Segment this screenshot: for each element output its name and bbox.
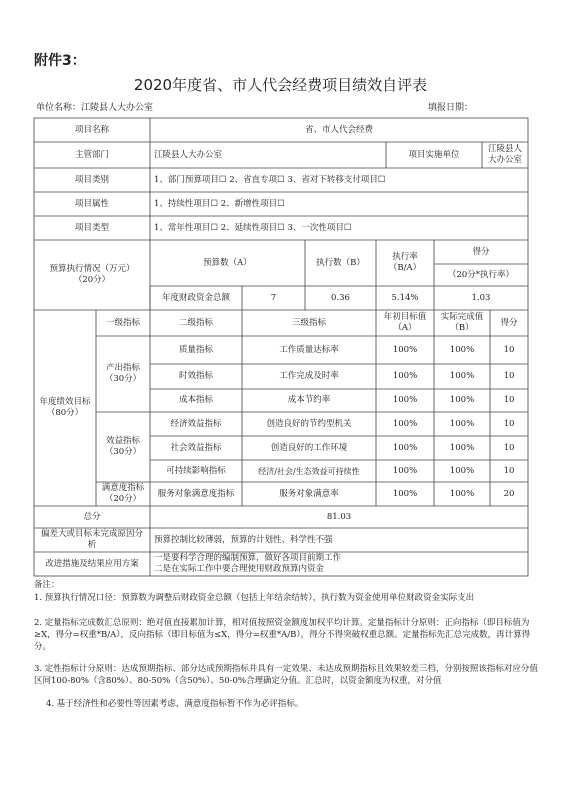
table-row-l2: 时效指标 — [178, 371, 213, 381]
improve-line-2: 二是在实际工作中要合理使用财政预算内资金 — [154, 564, 325, 574]
fill-date: 填报日期： — [428, 103, 474, 113]
table-row-actual: 100% — [449, 418, 475, 429]
dept-label: 主管部门 — [74, 149, 109, 160]
note-1: 1. 预算执行情况口径：预算数为调整后财政资金总额（包括上年结余结转），执行数为资金使用单位财政资金实际支出 — [34, 593, 475, 603]
budget-row-label: 年度财政资金总额 — [161, 292, 230, 303]
note-2: 2. 定量指标完成数汇总原则：绝对值直接累加计算，相对值按照资金额度加权平均计算。定量指标计分原则：正向指标（即目标值为≥X，得分=权重*B/A），反向指标（即目标值为≤X，得分=权重*A/B），得分不得突破权重总额。定量指标先汇总完成数，再计算得分。 — [34, 618, 531, 652]
table-row-score: 10 — [503, 418, 515, 429]
improve-label: 改进措施及结果应用方案 — [45, 558, 139, 569]
table-row-score: 10 — [503, 395, 515, 405]
budget-label: 预算执行情况（万元）（20分） — [49, 264, 135, 285]
table-row-l3: 创造良好的工作环境 — [270, 442, 348, 453]
project-name-label: 项目名称 — [74, 124, 109, 135]
table-row-l3: 经济/社会/生态效益可持续性 — [258, 466, 360, 476]
table-row-score: 10 — [503, 442, 515, 453]
table-row-target: 100% — [392, 442, 418, 453]
improve-line-1: 一是要科学合理的编制预算，做好各项目前期工作 — [154, 553, 342, 563]
perf-label: 年度绩效目标（80分） — [39, 397, 91, 418]
group-benefit: 效益指标（30分） — [104, 436, 142, 457]
table-row-l3: 工作质量达标率 — [279, 344, 339, 355]
table-row-l3: 工作完成及时率 — [279, 371, 339, 381]
attachment-label: 附件3： — [34, 53, 86, 69]
exec-value: 0.36 — [331, 292, 350, 303]
deviation-text: 预算控制比较薄弱，预算的计划性、科学性不强 — [154, 534, 333, 545]
table-row-l2: 质量指标 — [178, 344, 213, 355]
score-header: 得分 — [472, 246, 490, 257]
table-row-target: 100% — [392, 465, 418, 476]
category-value: 1、部门预算项目☐ 2、省直专项☐ 3、省对下转移支付项目☐ — [154, 174, 386, 185]
perf-header-l2: 二级指标 — [178, 317, 213, 328]
perf-header-l1: 一级指标 — [105, 317, 140, 328]
table-row-actual: 100% — [449, 371, 475, 381]
table-row-actual: 100% — [449, 344, 475, 355]
table-row-l2: 成本指标 — [178, 395, 213, 405]
table-row-l2: 可持续影响指标 — [166, 465, 226, 476]
exec-header: 执行数（B） — [316, 257, 365, 268]
table-row-score: 20 — [503, 488, 515, 499]
perf-header-l3: 三级指标 — [291, 317, 326, 328]
table-row-actual: 100% — [449, 395, 475, 405]
perf-header-target: 年初目标值（A） — [383, 312, 427, 333]
table-row-l2: 经济效益指标 — [170, 418, 222, 429]
perf-header-actual: 实际完成值（B） — [440, 312, 484, 333]
table-row-target: 100% — [392, 344, 418, 355]
impl-value: 江陵县人大办公室 — [487, 144, 522, 165]
note-3: 3. 定性指标计分原则：达成预期指标、部分达成预期指标并具有一定效果、未达成预期指标且效果较差三档，分别按照该指标对应分值区间100-80%（含80%）、80-50%（含50%）、50-0%合理确定分值。汇总时，以资金额度为权重，对分值 — [34, 664, 538, 686]
table-row-actual: 100% — [449, 442, 475, 453]
table-row-l3: 成本节约率 — [287, 395, 331, 405]
table-row-l3: 创造良好的节约型机关 — [266, 418, 352, 429]
deviation-label: 偏差大或目标未完成原因分析 — [40, 529, 143, 550]
table-row-l2: 社会效益指标 — [170, 442, 222, 453]
page-title: 2020年度省、市人代会经费项目绩效自评表 — [133, 76, 428, 94]
attribute-label: 项目属性 — [74, 198, 109, 209]
improve-text — [150, 552, 528, 576]
budget-value: 7 — [270, 292, 277, 303]
score-subheader: （20分*执行率） — [447, 269, 515, 280]
note-4: 4. 基于经济性和必要性等因素考虑，满意度指标暂不作为必评指标。 — [46, 699, 304, 709]
table-row-target: 100% — [392, 418, 418, 429]
total-value: 81.03 — [326, 511, 352, 522]
score-value: 1.03 — [471, 292, 491, 303]
table-row-target: 100% — [392, 395, 418, 405]
group-satisfaction: 满意度指标（20分） — [101, 483, 145, 504]
project-name-value: 省、市人代会经费 — [304, 124, 373, 135]
budget-header: 预算数（A） — [203, 257, 252, 268]
type-value: 1、常年性项目☐ 2、延续性项目☐ 3、一次性项目☐ — [154, 222, 352, 233]
table-row-score: 10 — [503, 465, 515, 476]
rate-header: 执行率（B/A） — [388, 252, 422, 273]
group-output: 产出指标（30分） — [104, 363, 142, 384]
rate-value: 5.14% — [391, 292, 419, 303]
table-row-target: 100% — [392, 488, 418, 499]
attribute-value: 1、持续性项目☐ 2、新增性项目☐ — [154, 198, 285, 209]
type-label: 项目类型 — [74, 222, 109, 233]
total-label: 总分 — [83, 511, 101, 522]
table-row-l2: 服务对象满意度指标 — [157, 488, 235, 499]
impl-label: 项目实施单位 — [408, 149, 460, 160]
notes-title: 备注： — [34, 580, 60, 590]
category-label: 项目类别 — [74, 174, 109, 185]
table-row-score: 10 — [503, 371, 515, 381]
table-row-actual: 100% — [449, 465, 475, 476]
table-row-score: 10 — [503, 344, 515, 355]
dept-value: 江陵县人大办公室 — [154, 149, 223, 160]
perf-header-score: 得分 — [500, 317, 518, 328]
table-row-target: 100% — [392, 371, 418, 381]
table-row-actual: 100% — [449, 488, 475, 499]
table-row-l3: 服务对象满意率 — [279, 488, 339, 499]
unit-name: 单位名称：江陵县人大办公室 — [36, 103, 154, 113]
